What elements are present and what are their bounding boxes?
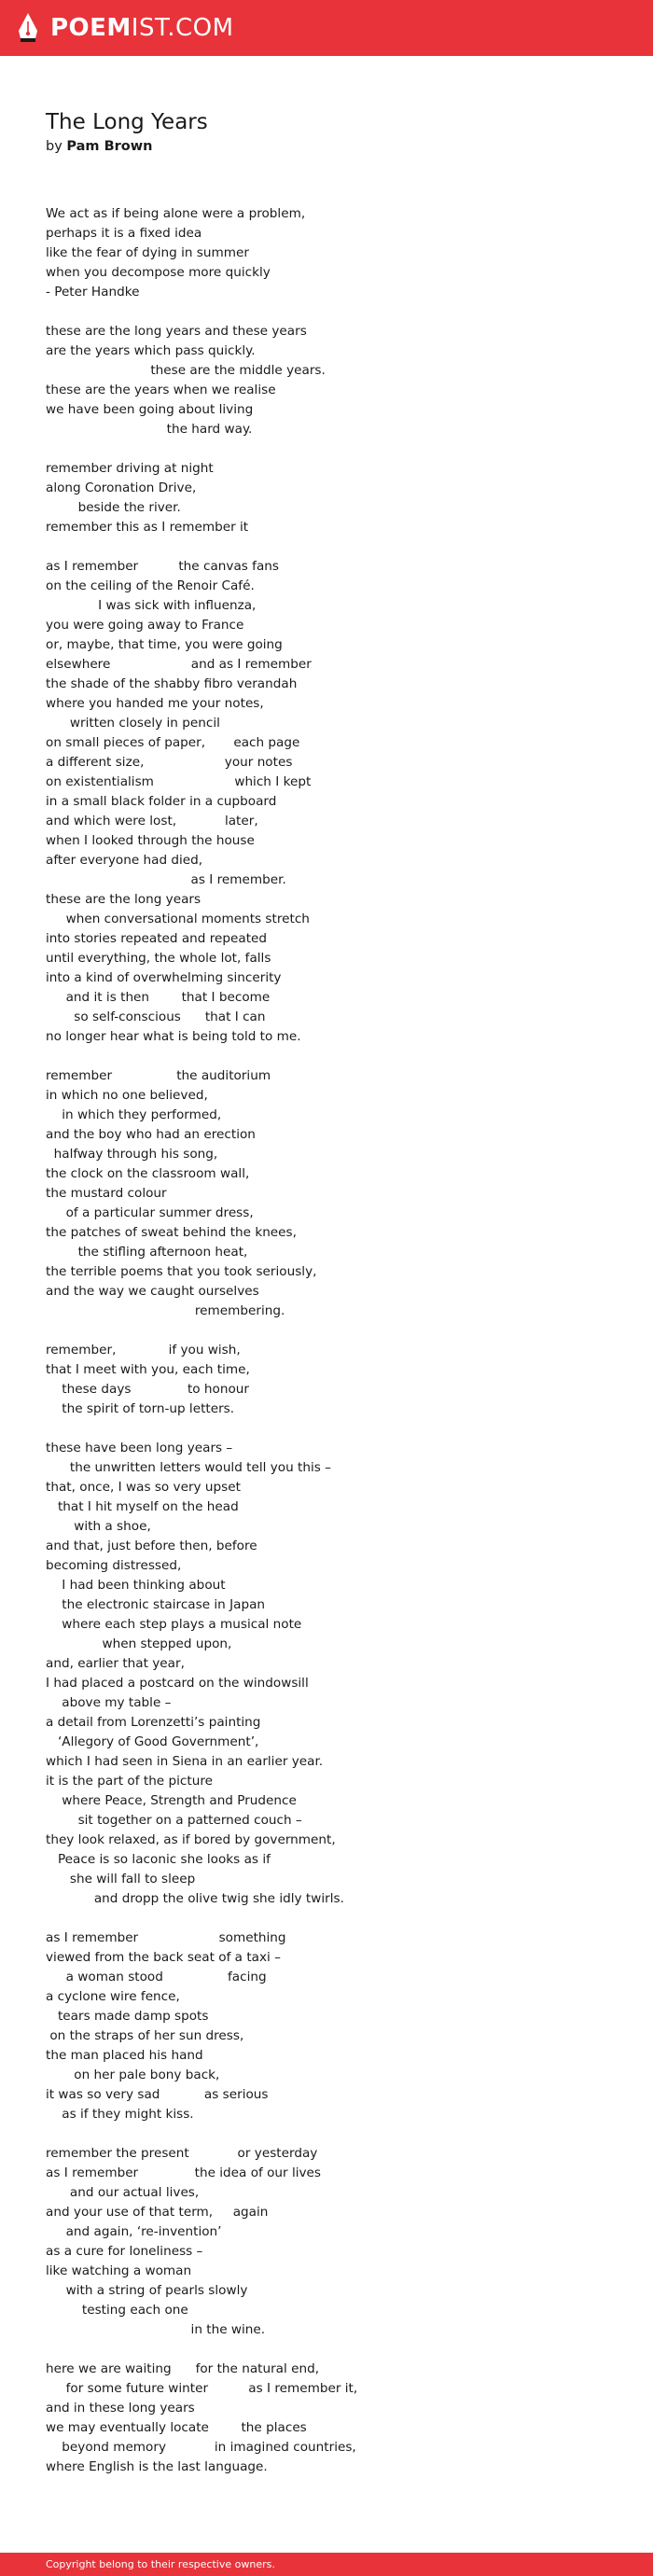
poem-line: above my table – xyxy=(46,1695,172,1710)
poem-line: becoming distressed, xyxy=(46,1558,182,1573)
poem-line: and, earlier that year, xyxy=(46,1656,185,1671)
poem-line: along Coronation Drive, xyxy=(46,480,197,495)
poem-line: beyond memory in imagined countries, xyxy=(46,2440,356,2455)
site-name xyxy=(50,11,234,45)
poem-stanza xyxy=(46,322,624,439)
poem-stanza xyxy=(46,2144,624,2340)
poem-line: halfway through his song, xyxy=(46,1147,218,1162)
poem-line: here we are waiting for the natural end, xyxy=(46,2361,320,2376)
copyright-text: Copyright belong to their respective owners. xyxy=(46,2558,275,2570)
poem-line: like the fear of dying in summer xyxy=(46,245,249,260)
poem-line: into a kind of overwhelming sincerity xyxy=(46,970,282,985)
poem-line: where Peace, Strength and Prudence xyxy=(46,1793,297,1808)
poem-line: and it is then that I become xyxy=(46,990,271,1005)
poem-line: and that, just before then, before xyxy=(46,1539,257,1553)
poem-stanza xyxy=(46,1066,624,1321)
poem-line: and again, ‘re-invention’ xyxy=(46,2224,222,2239)
poem-line: or, maybe, that time, you were going xyxy=(46,637,283,652)
poem-line: a different size, your notes xyxy=(46,755,293,770)
poem-title: The Long Years xyxy=(46,110,208,134)
poem-line: where English is the last language. xyxy=(46,2459,268,2474)
poem-line: the hard way. xyxy=(46,422,253,437)
poem-header xyxy=(46,108,624,157)
poem-line: and in these long years xyxy=(46,2401,195,2416)
poem-line: when you decompose more quickly xyxy=(46,265,271,280)
poem-line: and the way we caught ourselves xyxy=(46,1284,259,1299)
poem-line: we have been going about living xyxy=(46,402,254,417)
poem-line: elsewhere and as I remember xyxy=(46,657,312,672)
poem-line: the clock on the classroom wall, xyxy=(46,1166,250,1181)
poem-line: they look relaxed, as if bored by government, xyxy=(46,1832,336,1847)
poem-line: these are the years when we realise xyxy=(46,383,276,397)
poem-line: viewed from the back seat of a taxi – xyxy=(46,1950,281,1965)
author-name[interactable]: Pam Brown xyxy=(66,139,153,154)
poem-line: and which were lost, later, xyxy=(46,814,258,828)
poem-line: the spirit of torn-up letters. xyxy=(46,1401,235,1416)
poem-line: I had placed a postcard on the windowsill xyxy=(46,1676,309,1691)
site-name-bold: POEM xyxy=(50,14,132,42)
poem-line: and the boy who had an erection xyxy=(46,1127,256,1142)
poem-line: these are the long years and these years xyxy=(46,324,307,339)
poem-line: when I looked through the house xyxy=(46,833,255,848)
poem-line: these are the long years xyxy=(46,892,201,907)
poem-line: the man placed his hand xyxy=(46,2048,203,2063)
poem-line: which I had seen in Siena in an earlier year. xyxy=(46,1754,324,1769)
poem-line: I was sick with influenza, xyxy=(46,598,257,613)
poem-line: the terrible poems that you took seriously, xyxy=(46,1264,317,1279)
poem-line: a detail from Lorenzetti’s painting xyxy=(46,1715,261,1730)
poem-line: after everyone had died, xyxy=(46,853,203,868)
footer-bar xyxy=(0,2553,653,2576)
poem-line: when conversational moments stretch xyxy=(46,912,310,926)
poem-line: the shade of the shabby fibro verandah xyxy=(46,676,298,691)
poem-line: we may eventually locate the places xyxy=(46,2420,307,2435)
poem-line: on existentialism which I kept xyxy=(46,774,312,789)
poem-line: as if they might kiss. xyxy=(46,2107,194,2122)
poem-line: it is the part of the picture xyxy=(46,1774,213,1789)
byline xyxy=(46,136,624,157)
poem-stanza xyxy=(46,2360,624,2477)
poem-line: into stories repeated and repeated xyxy=(46,931,268,946)
poem-line: the unwritten letters would tell you this – xyxy=(46,1460,331,1475)
poem-line: in which no one believed, xyxy=(46,1088,208,1103)
poem-line: in which they performed, xyxy=(46,1107,222,1122)
poem-line: as I remember something xyxy=(46,1930,286,1945)
poem-stanza xyxy=(46,557,624,1047)
site-logo[interactable] xyxy=(17,11,234,45)
poem-line: these are the middle years. xyxy=(46,363,326,378)
poem-line: where you handed me your notes, xyxy=(46,696,264,711)
poem-line: and your use of that term, again xyxy=(46,2205,269,2220)
site-name-light: IST.COM xyxy=(131,14,234,42)
poem-line: that, once, I was so very upset xyxy=(46,1480,241,1495)
poem-line: the stifling afternoon heat, xyxy=(46,1245,248,1260)
poem-line: with a shoe, xyxy=(46,1519,151,1534)
poem-line: in a small black folder in a cupboard xyxy=(46,794,277,809)
poem-line: perhaps it is a fixed idea xyxy=(46,226,202,241)
poem-line: remember this as I remember it xyxy=(46,520,249,535)
poem-line: ‘Allegory of Good Government’, xyxy=(46,1734,259,1749)
poem-line: these have been long years – xyxy=(46,1441,233,1455)
poem-line: remembering. xyxy=(46,1303,285,1318)
poem-line: these days to honour xyxy=(46,1382,249,1397)
poem-line: beside the river. xyxy=(46,500,181,515)
poem-line: and our actual lives, xyxy=(46,2185,200,2200)
poem-line: on the straps of her sun dress, xyxy=(46,2028,244,2043)
poem-line: so self-conscious that I can xyxy=(46,1010,266,1024)
poem-line: in the wine. xyxy=(46,2322,266,2337)
poem-line: like watching a woman xyxy=(46,2263,192,2278)
poem-line: the patches of sweat behind the knees, xyxy=(46,1225,297,1240)
poem-line: where each step plays a musical note xyxy=(46,1617,302,1632)
poem-line: on small pieces of paper, each page xyxy=(46,735,300,750)
poem-line: as a cure for loneliness – xyxy=(46,2244,203,2259)
poem-stanza xyxy=(46,459,624,537)
poem-line: - Peter Handke xyxy=(46,285,140,299)
poem-line: We act as if being alone were a problem, xyxy=(46,206,306,221)
poem-stanza xyxy=(46,1929,624,2124)
poem-line: as I remember the canvas fans xyxy=(46,559,279,574)
poem-line: that I hit myself on the head xyxy=(46,1499,239,1514)
poem-line: of a particular summer dress, xyxy=(46,1205,254,1220)
poem-line: remember the present or yesterday xyxy=(46,2146,318,2161)
poem-stanza xyxy=(46,1439,624,1909)
poem-line: for some future winter as I remember it, xyxy=(46,2381,358,2396)
poem-stanza xyxy=(46,204,624,302)
poem-line: a cyclone wire fence, xyxy=(46,1989,180,2004)
poem-line: tears made damp spots xyxy=(46,2009,209,2024)
poem-body xyxy=(46,204,624,2497)
poem-line: as I remember the idea of our lives xyxy=(46,2165,322,2180)
poem-line: are the years which pass quickly. xyxy=(46,343,256,358)
poem-line: and dropp the olive twig she idly twirls. xyxy=(46,1891,344,1906)
poem-line: testing each one xyxy=(46,2303,188,2318)
poem-line: as I remember. xyxy=(46,872,286,887)
poem-line: she will fall to sleep xyxy=(46,1872,196,1887)
poem-line: remember driving at night xyxy=(46,461,214,476)
poem-line: on the ceiling of the Renoir Café. xyxy=(46,578,255,593)
poem-line: it was so very sad as serious xyxy=(46,2087,269,2102)
poem-line: Peace is so laconic she looks as if xyxy=(46,1852,271,1867)
poem-line: the electronic staircase in Japan xyxy=(46,1597,266,1612)
byline-prefix: by xyxy=(46,139,63,154)
poem-line: no longer hear what is being told to me. xyxy=(46,1029,301,1044)
poem-line: when stepped upon, xyxy=(46,1636,232,1651)
fountain-pen-nib-icon xyxy=(17,12,39,44)
header-bar xyxy=(0,0,653,56)
poem-line: the mustard colour xyxy=(46,1186,167,1201)
poem-line: with a string of pearls slowly xyxy=(46,2283,248,2298)
poem-line: you were going away to France xyxy=(46,618,244,633)
poem-line: remember, if you wish, xyxy=(46,1343,241,1358)
poem-line: a woman stood facing xyxy=(46,1970,267,1984)
poem-line: on her pale bony back, xyxy=(46,2068,220,2082)
poem-line: I had been thinking about xyxy=(46,1578,226,1593)
poem-line: sit together on a patterned couch – xyxy=(46,1813,302,1828)
poem-line: remember the auditorium xyxy=(46,1068,271,1083)
poem-line: until everything, the whole lot, falls xyxy=(46,951,271,966)
poem-stanza xyxy=(46,1341,624,1419)
poem-line: written closely in pencil xyxy=(46,716,220,731)
poem-line: that I meet with you, each time, xyxy=(46,1362,250,1377)
